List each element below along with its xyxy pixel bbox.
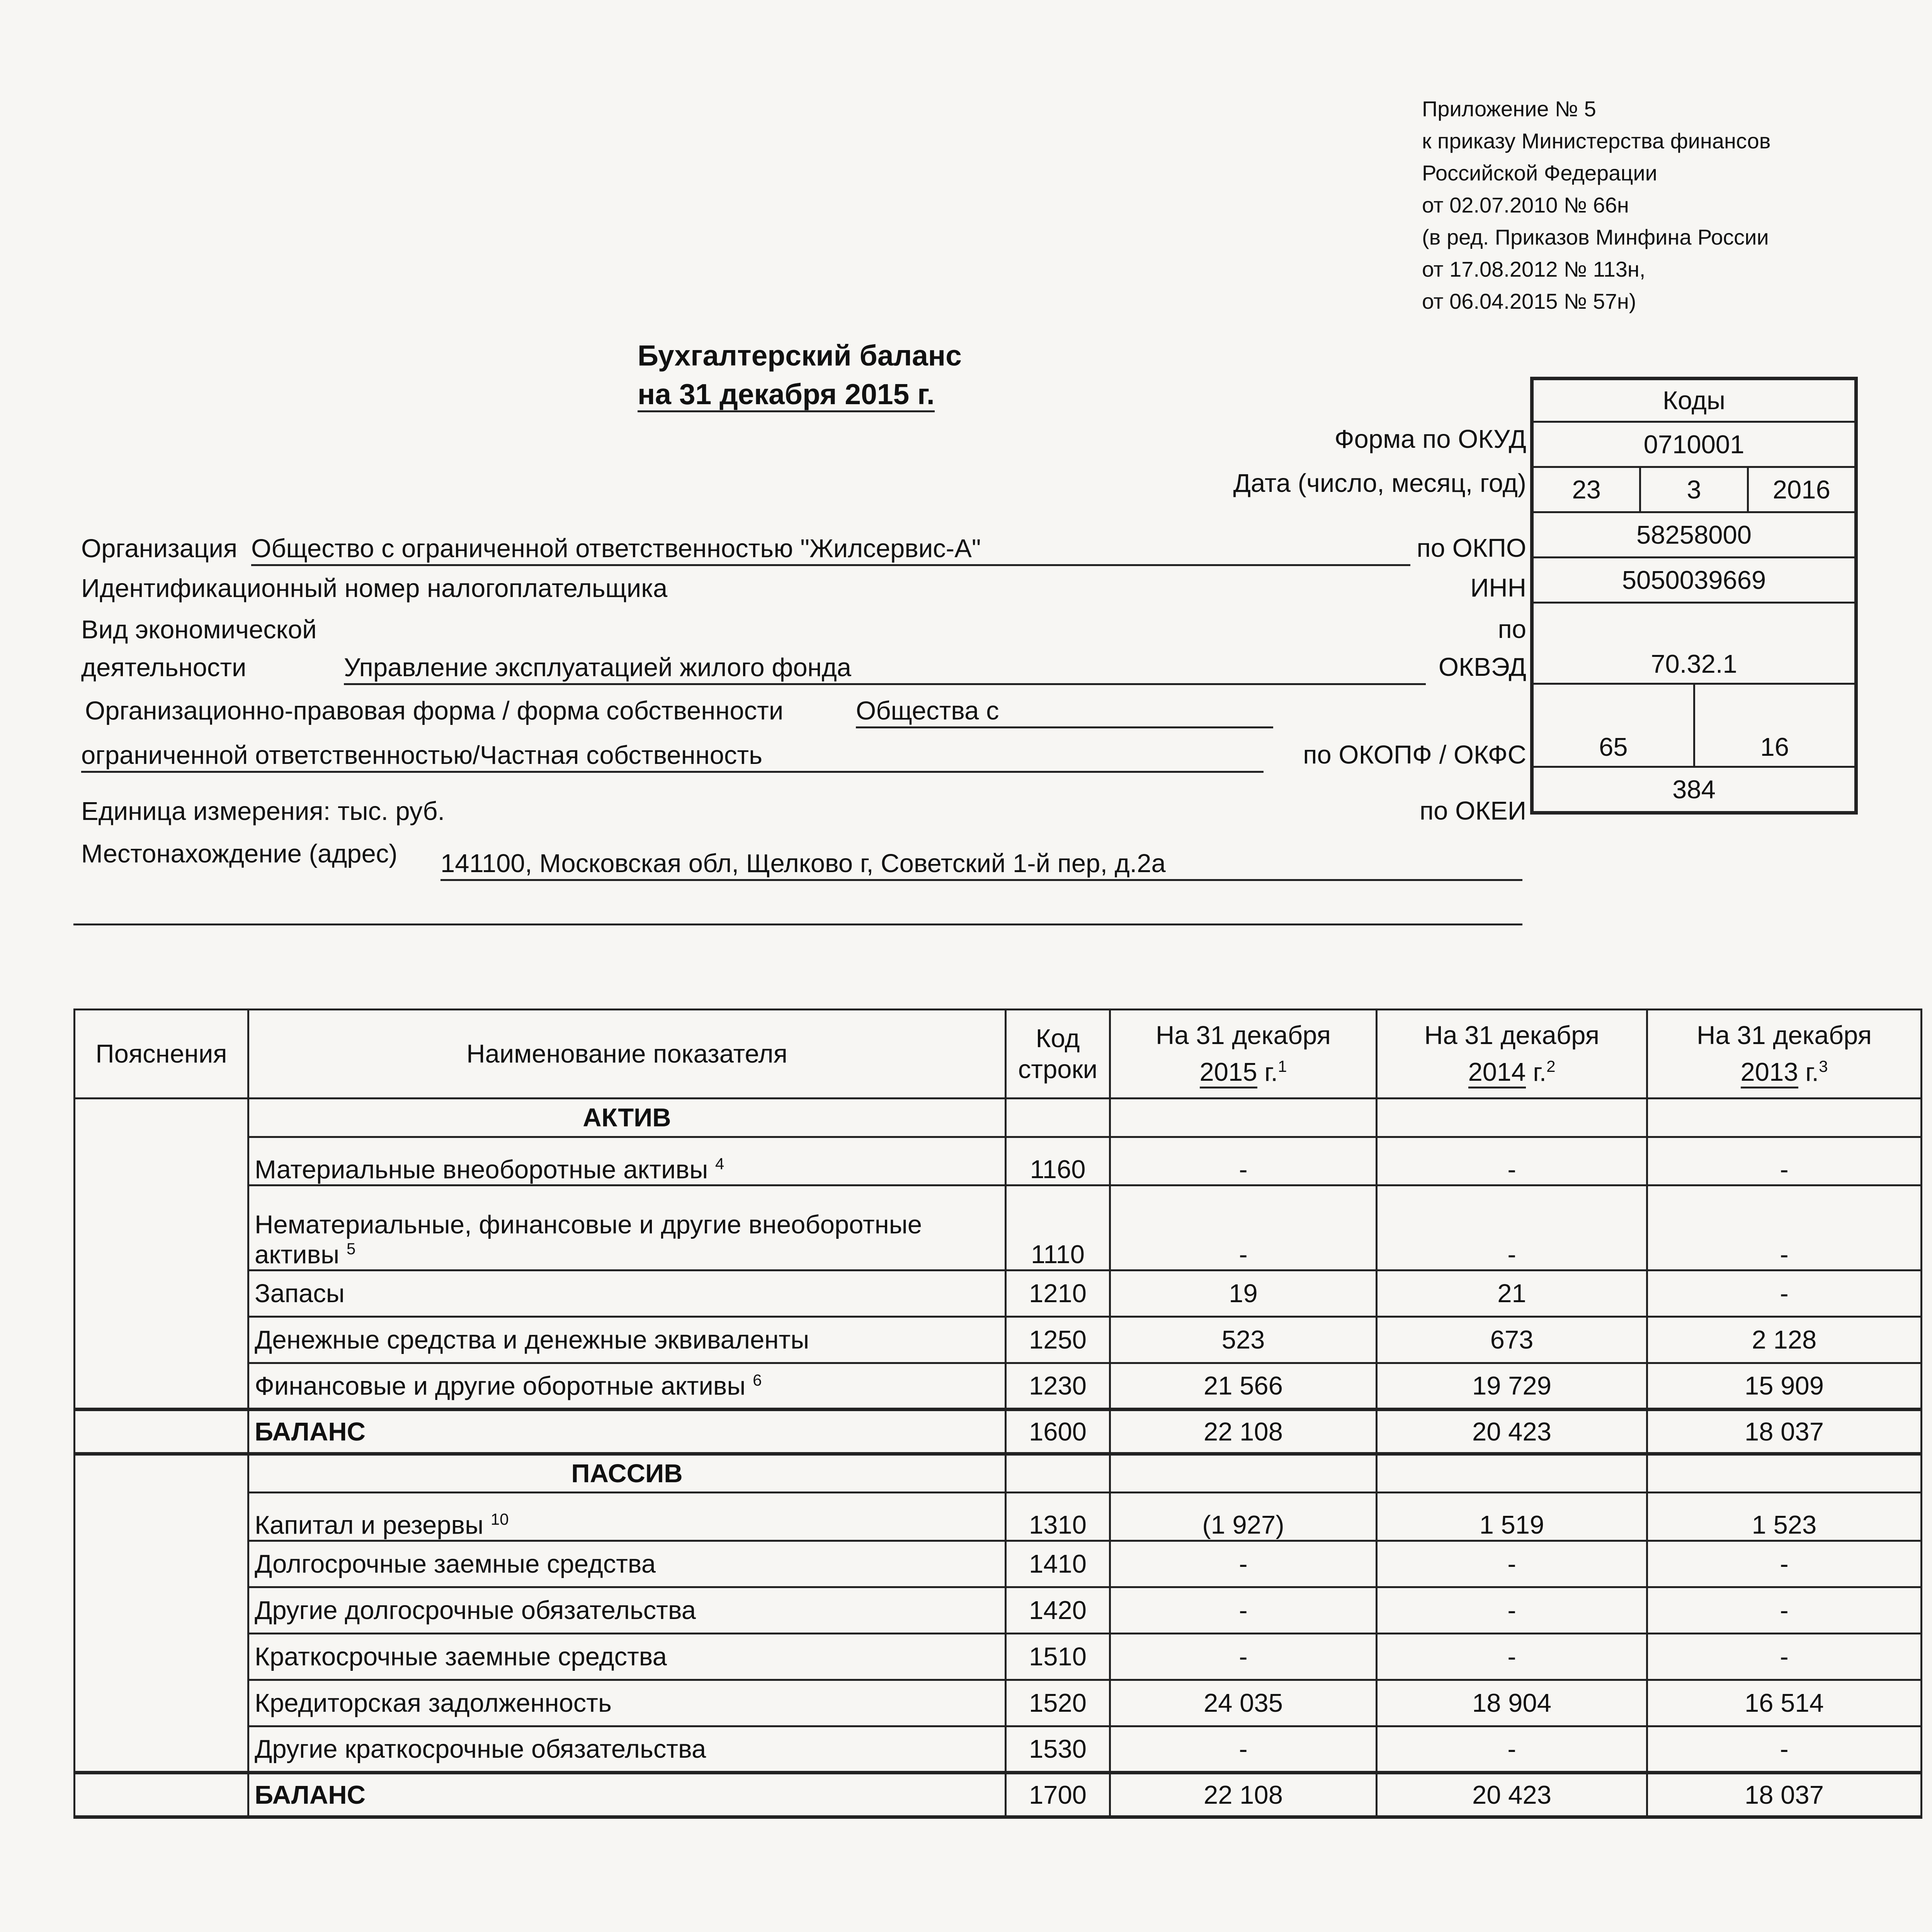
date-day: 23 — [1572, 475, 1601, 504]
appendix-line: Российской Федерации — [1422, 161, 1657, 185]
okopf-code: 65 — [1599, 733, 1628, 762]
okfs-code: 16 — [1693, 685, 1855, 766]
balance-total-row-liab: БАЛАНС 1700 22 108 20 423 18 037 — [75, 1773, 1922, 1817]
col-2013: На 31 декабря 2013 г.$^3$ — [1647, 1010, 1922, 1099]
notes-cell — [75, 1454, 248, 1773]
col-notes: Пояснения — [75, 1010, 248, 1099]
okved-label: ОКВЭД — [1438, 653, 1526, 682]
okpo-code: 58258000 — [1534, 511, 1854, 556]
date-codes — [1534, 466, 1854, 511]
organization-value: Общество с ограниченной ответственностью "Жилсервис-А" — [251, 533, 1410, 566]
table-header-row — [75, 1010, 1922, 1099]
table-row: Другие краткосрочные обязательства 1530 - - - — [75, 1726, 1922, 1773]
balance-table — [73, 1009, 1922, 1819]
notes-cell — [75, 1099, 248, 1410]
codes-box — [1530, 377, 1858, 815]
table-row: Запасы 1210 19 21 - — [75, 1270, 1922, 1317]
okei-code: 384 — [1534, 766, 1854, 811]
balance-total-row-asset: БАЛАНС 1600 22 108 20 423 18 037 — [75, 1410, 1922, 1454]
legal-form-label: Организационно-правовая форма / форма собственности — [85, 696, 784, 725]
okud-code: 0710001 — [1534, 421, 1854, 466]
inn-label: Идентификационный номер налогоплательщика — [81, 574, 668, 603]
inn-code-label: ИНН — [1470, 573, 1526, 602]
appendix-line: (в ред. Приказов Минфина России — [1422, 225, 1769, 249]
date-label: Дата (число, месяц, год) — [1233, 469, 1526, 498]
unit-label: Единица измерения: тыс. руб. — [81, 797, 445, 826]
appendix-line: к приказу Министерства финансов — [1422, 129, 1771, 153]
col-2014: На 31 декабря 2014 г.$^2$ — [1377, 1010, 1647, 1099]
form-okud-label: Форма по ОКУД — [1334, 425, 1526, 454]
table-row: Финансовые и другие оборотные активы $^6$ 1230 21 566 19 729 15 909 — [75, 1363, 1922, 1410]
okpo-label: по ОКПО — [1417, 534, 1526, 563]
table-row: Кредиторская задолженность 1520 24 035 18 904 16 514 — [75, 1680, 1922, 1726]
appendix-line: Приложение № 5 — [1422, 97, 1596, 121]
col-2015: На 31 декабря 2015 г.$^1$ — [1110, 1010, 1377, 1099]
title-line-1: Бухгалтерский баланс — [638, 339, 962, 372]
table-row: Капитал и резервы $^{10}$ 1310 (1 927) 1 519 1 523 — [75, 1493, 1922, 1541]
col-code: Код строки — [1006, 1010, 1110, 1099]
title-line-2: на 31 декабря 2015 г. — [638, 378, 935, 412]
activity-label-1: Вид экономической — [81, 615, 317, 644]
table-row: Долгосрочные заемные средства 1410 - - - — [75, 1541, 1922, 1587]
section-liab-title: ПАССИВ — [248, 1454, 1006, 1493]
col-name: Наименование показателя — [248, 1010, 1006, 1099]
appendix-line: от 06.04.2015 № 57н) — [1422, 289, 1636, 313]
table-row: Материальные внеоборотные активы $^4$ 1160 - - - — [75, 1137, 1922, 1185]
inn-code: 5050039669 — [1534, 556, 1854, 602]
document-title — [638, 336, 962, 413]
table-row: Другие долгосрочные обязательства 1420 - - - — [75, 1587, 1922, 1634]
table-row: Нематериальные, финансовые и другие внеоборотные активы $^5$ 1110 - - - — [75, 1185, 1922, 1270]
table-row: Краткосрочные заемные средства 1510 - - - — [75, 1634, 1922, 1680]
section-row-liab — [75, 1454, 1922, 1493]
okved-code: 70.32.1 — [1534, 602, 1854, 683]
appendix-line: от 02.07.2010 № 66н — [1422, 193, 1629, 217]
okei-label: по ОКЕИ — [1419, 796, 1526, 825]
date-month: 3 — [1639, 468, 1747, 511]
activity-label-2: деятельности — [81, 653, 247, 682]
section-asset-title: АКТИВ — [248, 1099, 1006, 1137]
address-value: 141100, Московская обл, Щелково г, Советский 1-й пер, д.2а — [440, 848, 1522, 881]
activity-value: Управление эксплуатацией жилого фонда — [344, 652, 1426, 685]
okopf-label: по ОКОПФ / ОКФС — [1303, 740, 1526, 769]
date-year: 2016 — [1747, 468, 1854, 511]
legal-form-value-2: ограниченной ответственностью/Частная собственность — [81, 740, 1264, 773]
section-row-asset — [75, 1099, 1922, 1137]
codes-header: Коды — [1662, 386, 1726, 415]
organization-label: Организация — [81, 534, 238, 563]
appendix-line: от 17.08.2012 № 113н, — [1422, 257, 1646, 281]
appendix-note — [1422, 93, 1770, 317]
po-label: по — [1498, 615, 1526, 644]
okopf-okfs-codes — [1534, 683, 1854, 766]
address-continuation-line — [73, 923, 1522, 925]
address-label: Местонахождение (адрес) — [81, 839, 398, 868]
legal-form-value-1: Общества с — [856, 696, 1273, 728]
table-row: Денежные средства и денежные эквиваленты 1250 523 673 2 128 — [75, 1317, 1922, 1363]
